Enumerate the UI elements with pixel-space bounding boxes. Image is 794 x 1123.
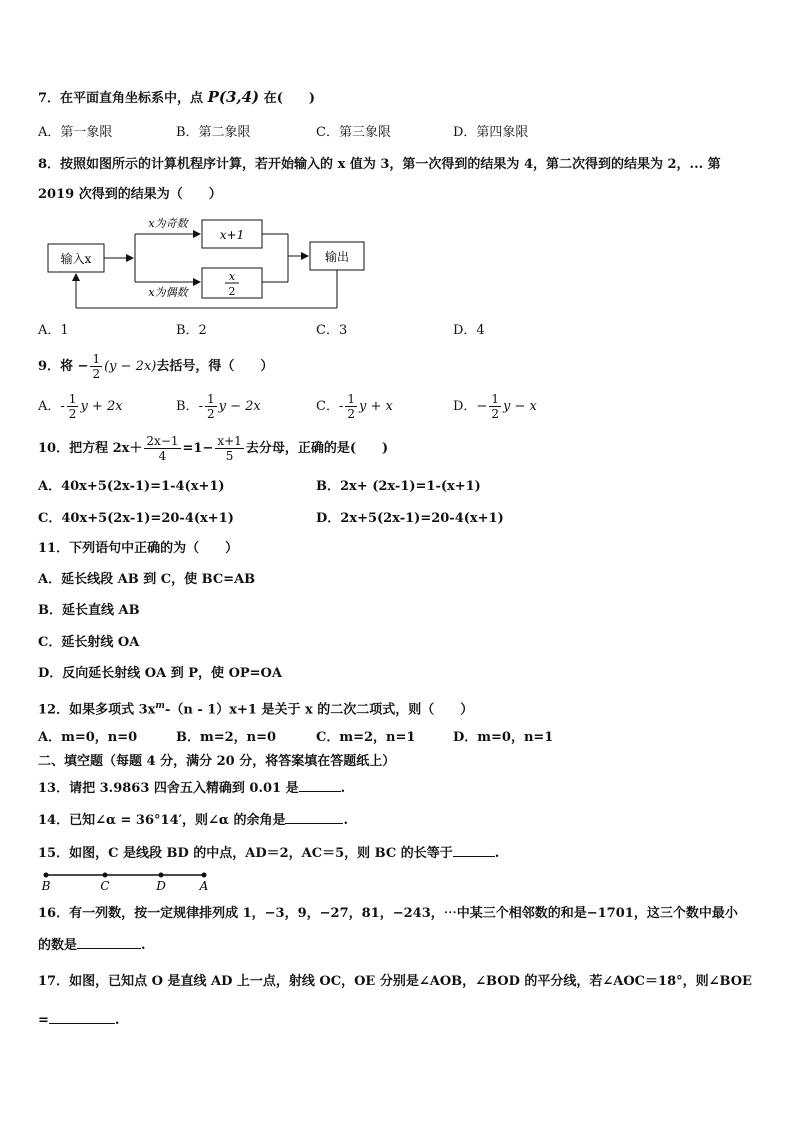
q12-option-a[interactable]: A．m=0，n=0 bbox=[38, 730, 138, 745]
q17-answer-blank[interactable] bbox=[49, 1011, 115, 1024]
label-b: B bbox=[41, 879, 51, 892]
q7-option-a[interactable]: A．第一象限 bbox=[38, 125, 113, 140]
point-b bbox=[44, 873, 49, 878]
flow-even-label: x为偶数 bbox=[148, 286, 188, 299]
q9-stem-text: 9．将 − bbox=[38, 359, 89, 374]
q8-option-d[interactable]: D．4 bbox=[453, 323, 485, 338]
label-a: A bbox=[199, 879, 209, 892]
section-2-heading: 二、填空题（每题 4 分，满分 20 分，将答案填在答题纸上） bbox=[38, 754, 396, 769]
q9-option-b[interactable]: B．- $\frac{1}{2}$ y − 2x bbox=[176, 392, 261, 421]
q9-option-d[interactable]: D．− $\frac{1}{2}$ y − x bbox=[453, 392, 537, 421]
q15-stem: 15．如图，C 是线段 BD 的中点，AD＝2，AC＝5，则 BC 的长等于 . bbox=[38, 846, 500, 861]
q16-stem-line2: 的数是 . bbox=[38, 938, 146, 953]
q7-option-b[interactable]: B．第二象限 bbox=[176, 125, 251, 140]
point-c bbox=[103, 873, 108, 878]
q12-option-d[interactable]: D．m=0，n=1 bbox=[453, 730, 554, 745]
q10-stem: 10．把方程 2x＋ $\frac{2x-1}{4}$ =1− $\frac{x+1}{5}$ 去分母，正确的是( ) bbox=[38, 434, 389, 463]
q9-fraction: $\frac{1}{2}$ bbox=[92, 352, 101, 381]
q14-stem: 14．已知∠α = 36°14′，则∠α 的余角是 . bbox=[38, 813, 348, 828]
q9-stem-tail: 去括号，得（ ） bbox=[156, 359, 274, 374]
flow-input-label: 输入x bbox=[60, 252, 92, 266]
flow-output-label: 输出 bbox=[324, 250, 350, 264]
q11-option-d[interactable]: D．反向延长射线 OA 到 P，使 OP=OA bbox=[38, 666, 282, 681]
question-7-stem bbox=[38, 88, 315, 108]
q12-option-c[interactable]: C．m=2，n=1 bbox=[316, 730, 416, 745]
q13-stem: 13．请把 3.9863 四舍五入精确到 0.01 是 . bbox=[38, 781, 346, 796]
q10-option-c[interactable]: C．40x+5(2x-1)=20-4(x+1) bbox=[38, 511, 234, 526]
q12-stem: 12．如果多项式 $3x^m-(n - 1)x+1$ 是关于 x 的二次二项式，则（ ） bbox=[38, 701, 474, 718]
label-d: D bbox=[156, 879, 166, 892]
q9-expression: (y − 2x) bbox=[104, 359, 157, 374]
q11-option-b[interactable]: B．延长直线 AB bbox=[38, 603, 140, 618]
q8-flowchart bbox=[40, 212, 380, 318]
q7-point: P(3,4) bbox=[207, 88, 260, 106]
q7-stem-text: 7．在平面直角坐标系中，点 bbox=[38, 91, 204, 106]
point-d bbox=[159, 873, 164, 878]
q10-option-d[interactable]: D．2x+5(2x-1)=20-4(x+1) bbox=[316, 511, 504, 526]
q12-option-b[interactable]: B．m=2，n=0 bbox=[176, 730, 277, 745]
q17-stem-line2: = . bbox=[38, 1013, 120, 1028]
flow-even-den: 2 bbox=[228, 285, 236, 298]
flow-even-num: x bbox=[228, 270, 236, 283]
q16-stem-line1: 16．有一列数，按一定规律排列成 1，−3，9，−27，81，−243，⋯中某三个相邻数的和是−1701，这三个数中最小 bbox=[38, 906, 738, 921]
q8-stem-line1: 8．按照如图所示的计算机程序计算，若开始输入的 x 值为 3，第一次得到的结果为 4，第二次得到的结果为 2，... 第 bbox=[38, 157, 721, 172]
q13-answer-blank[interactable] bbox=[299, 779, 341, 792]
q10-option-b[interactable]: B．2x+ (2x-1)=1-(x+1) bbox=[316, 479, 481, 494]
point-a bbox=[202, 873, 207, 878]
q7-option-c[interactable]: C．第三象限 bbox=[316, 125, 391, 140]
q11-option-a[interactable]: A．延长线段 AB 到 C，使 BC=AB bbox=[38, 572, 256, 587]
label-c: C bbox=[100, 879, 110, 892]
q9-stem bbox=[38, 352, 273, 382]
q8-option-c[interactable]: C．3 bbox=[316, 323, 348, 338]
q7-stem-tail: 在( ) bbox=[263, 91, 315, 106]
q8-option-a[interactable]: A．1 bbox=[38, 323, 69, 338]
q8-stem-line2: 2019 次得到的结果为（ ） bbox=[38, 187, 222, 202]
q8-option-b[interactable]: B．2 bbox=[176, 323, 207, 338]
q15-line-segment-figure bbox=[36, 866, 216, 892]
q11-stem: 11．下列语句中正确的为（ ） bbox=[38, 541, 239, 556]
q15-answer-blank[interactable] bbox=[453, 844, 495, 857]
q10-option-a[interactable]: A．40x+5(2x-1)=1-4(x+1) bbox=[38, 479, 225, 494]
q11-option-c[interactable]: C．延长射线 OA bbox=[38, 635, 140, 650]
q16-answer-blank[interactable] bbox=[77, 936, 141, 949]
q7-option-d[interactable]: D．第四象限 bbox=[453, 125, 529, 140]
q14-answer-blank[interactable] bbox=[285, 811, 343, 824]
q9-option-a[interactable]: A．- $\frac{1}{2}$ y + 2x bbox=[38, 392, 123, 421]
flow-odd-label: x为奇数 bbox=[148, 217, 188, 230]
q9-option-c[interactable]: C．- $\frac{1}{2}$ y + x bbox=[316, 392, 393, 421]
q17-stem-line1: 17．如图，已知点 O 是直线 AD 上一点，射线 OC，OE 分别是∠AOB，∠BOD 的平分线，若∠AOC＝18°，则∠BOE bbox=[38, 974, 752, 989]
flow-odd-op: x+1 bbox=[219, 228, 245, 242]
